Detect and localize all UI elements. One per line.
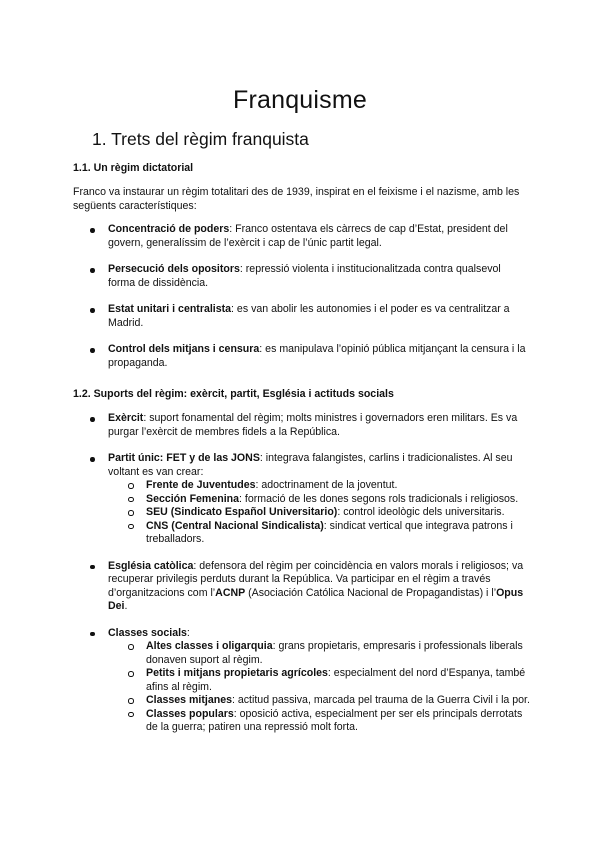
sub-item-term: Sección Femenina	[146, 492, 240, 505]
item-text: : suport fonamental del règim; molts ministres i governadors eren militars. Es va purgar l’exèrcit de membres fidels a la República.	[108, 412, 518, 438]
acnp-term: ACNP	[215, 586, 246, 599]
sub-item-text: : control ideològic dels universitaris.	[337, 506, 505, 518]
item-text: : defensora del règim per coincidència en valors morals i religiosos; va recuperar privilegis perduts durant la República. Va participar en el règim a través d’organitzacions com l’	[108, 559, 524, 599]
list-item-exercit	[90, 412, 530, 439]
sub-item-term: CNS (Central Nacional Sindicalista)	[146, 519, 324, 532]
sub-item-text: : formació de les dones segons rols tradicionals i religiosos.	[239, 492, 519, 505]
sub-item-term: Petits i mitjans propietaris agrícoles	[146, 667, 328, 679]
item-term-party: FET y de las JONS	[166, 452, 260, 464]
party-organizations-list	[108, 479, 530, 547]
subsection-heading-1-1: 1.1. Un règim dictatorial	[73, 162, 194, 174]
sub-list-item	[128, 708, 530, 735]
item-text: : Franco ostentava els càrrecs de cap d’Estat, president del govern, generalíssim de l’exèrcit i cap de l’únic partit legal.	[108, 223, 508, 249]
item-text: : es van abolir les autonomies i el poder es va centralitzar a Madrid.	[108, 303, 510, 329]
sub-list-item	[128, 640, 530, 667]
social-classes-list	[108, 640, 530, 735]
item-text: : repressió violenta i institucionalitzada contra qualsevol forma de dissidència.	[108, 263, 501, 289]
list-item	[90, 263, 530, 290]
sub-item-term: Altes classes i oligarquia	[146, 640, 273, 652]
sub-list-item	[128, 506, 530, 520]
sub-item-text: : oposició activa, especialment per ser els principals derrotats de la guerra; patiren una repressió molt forta.	[146, 707, 523, 733]
item-term: Persecució dels opositors	[108, 263, 240, 275]
sub-item-text: : grans propietaris, empresaris i professionals liberals donaven suport al règim.	[146, 640, 523, 666]
list-item-classes	[90, 627, 530, 735]
item-text-2: (Asociación Católica Nacional de Propagandistas) i l’	[245, 586, 497, 599]
supports-list	[90, 412, 530, 748]
sub-item-term: Frente de Juventudes	[146, 479, 256, 491]
sub-item-text: : especialment del nord d’Espanya, també afins al règim.	[146, 667, 526, 693]
intro-paragraph: Franco va instaurar un règim totalitari des de 1939, inspirat en el feixisme i el nazisme, amb les següents característiques:	[73, 186, 520, 212]
item-term: Exèrcit	[108, 412, 144, 424]
sub-list-item	[128, 520, 530, 547]
item-colon: :	[186, 626, 190, 639]
item-term: Estat unitari i centralista	[108, 303, 232, 315]
sub-item-text: : actitud passiva, marcada pel trauma de la Guerra Civil i la por.	[231, 694, 530, 706]
sub-item-term: Classes populars	[146, 707, 234, 720]
sub-item-term: Classes mitjanes	[146, 694, 232, 706]
list-item-partit	[90, 452, 530, 547]
item-text: : integrava falangistes, carlins i tradicionalistes. Al seu voltant es van crear:	[108, 452, 513, 478]
sub-item-text: : sindicat vertical que integrava patrons i treballadors.	[146, 519, 513, 545]
item-term: Classes socials	[108, 626, 187, 639]
document-title: Franquisme	[233, 86, 367, 114]
list-item	[90, 303, 530, 330]
item-text: : es manipulava l’opinió pública mitjançant la censura i la propaganda.	[108, 343, 526, 369]
item-term: Control dels mitjans i censura	[108, 343, 260, 355]
item-text-3: .	[124, 600, 128, 612]
sub-item-text: : adoctrinament de la joventut.	[255, 479, 398, 491]
characteristics-list	[90, 223, 530, 383]
list-item	[90, 343, 530, 370]
opus-dei-term: Opus Dei	[108, 586, 524, 612]
list-item	[90, 223, 530, 250]
sub-list-item	[128, 694, 530, 708]
item-term: Església catòlica	[108, 559, 194, 572]
sub-list-item	[128, 493, 530, 507]
section-heading: 1. Trets del règim franquista	[92, 129, 309, 149]
sub-list-item	[128, 479, 530, 493]
list-item-esglesia	[90, 560, 530, 614]
subsection-heading-1-2: 1.2. Suports del règim: exèrcit, partit, Església i actituds socials	[73, 388, 394, 400]
sub-list-item	[128, 667, 530, 694]
item-term: Concentració de poders	[108, 223, 230, 235]
item-term: Partit únic:	[108, 452, 167, 464]
sub-item-term: SEU (Sindicato Español Universitario)	[146, 506, 338, 518]
